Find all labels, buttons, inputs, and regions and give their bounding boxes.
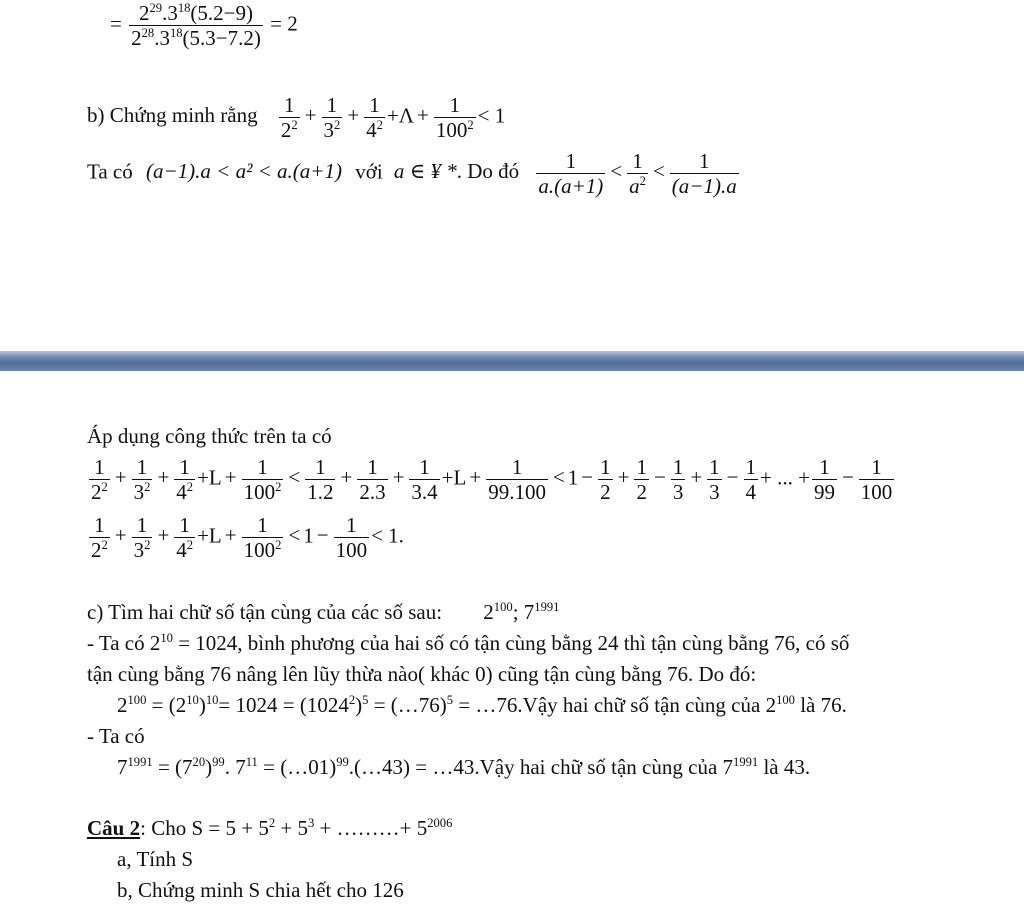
fraction: $\frac{1}{4^2}$ <box>366 93 383 143</box>
top-result: = 2 <box>270 11 298 36</box>
cau-2-heading: Câu 2: Cho $S = 5 + 5^2 + 5^3$ + ………+ $5^{2006}$ <box>87 816 453 840</box>
top-fraction-numerator: $2^{29}.3^{18}(5.2-9)$ <box>138 1 253 25</box>
part-c-title: c) Tìm hai chữ số tận cùng của các số sau: $2^{100}$; $7^{1991}$ <box>87 600 560 624</box>
fraction: $\frac{1}{a.(a+1)}$ <box>538 149 604 199</box>
fraction: $\frac{1}{1.2}$ <box>307 455 334 505</box>
part-c-line-2: tận cùng bằng 76 nâng lên lũy thừa nào( khác 0) cũng tận cùng bằng 76. Do đó: <box>87 662 757 686</box>
fraction: $\frac{1}{3}$ <box>672 455 684 505</box>
fraction: $\frac{1}{3^2}$ <box>323 93 341 143</box>
part-c-line-3: $2^{100} = (2^{10})^{10}= 1024 = (1024^2)^5$ = (…76)$^5$ = …76.Vậy hai chữ số tận cùng của $2^{100}$ là 76. <box>117 693 847 717</box>
fraction: $\frac{1}{100}$ <box>860 455 893 505</box>
fraction: $\frac{1}{100^2}$ <box>243 455 282 505</box>
apply-heading: Áp dụng công thức trên ta có <box>87 424 332 448</box>
fraction: $\frac{1}{4^2}$ <box>176 513 194 563</box>
cau-2-part-b: b, Chứng minh S chia hết cho 126 <box>117 878 404 902</box>
part-b-statement: b) Chứng minh rằng $\frac{1}{2^2}$ + $\frac{1}{3^2}$ + $\frac{1}{4^2}$ +Λ + $\frac{1}{100^2}$ < 1 <box>87 93 506 143</box>
part-c-line-5: $7^{1991} = (7^{20})^{99}$. $7^{11}$ = (…01)$^{99}$.(…43) = …43.Vậy hai chữ số tận cùng của $7^{1991}$ là 43. <box>117 755 811 779</box>
fraction: $\frac{1}{100^2}$ <box>243 513 282 563</box>
fraction: $\frac{1}{4^2}$ <box>176 455 194 505</box>
fraction: $\frac{1}{2}$ <box>636 455 647 505</box>
fraction: $\frac{1}{(a-1).a}$ <box>671 149 737 199</box>
fraction: $\frac{1}{2^2}$ <box>91 455 108 505</box>
inequality: (a−1).a < a² < a.(a+1) <box>146 159 342 184</box>
apply-row-2: $\frac{1}{2^2}$ + $\frac{1}{3^2}$ + $\frac{1}{4^2}$ +L + $\frac{1}{100^2}$ < 1 − $\frac{1}{100}$ < 1. <box>91 513 404 563</box>
part-c-numbers: $2^{100}$; $7^{1991}$ <box>483 600 560 624</box>
fraction: $\frac{1}{3.4}$ <box>411 455 438 505</box>
fraction: $\frac{1}{2}$ <box>600 455 611 505</box>
part-c-line-1: - Ta có $2^{10} = 1024$, bình phương của hai số có tận cùng bằng 24 thì tận cùng bằng 76, có số <box>87 631 850 655</box>
natural-set: a ∈ ¥ * <box>393 159 457 184</box>
top-fraction-denominator: $2^{28}.3^{18}(5.3-7.2)$ <box>131 26 261 51</box>
cau-2-part-a: a, Tính S <box>117 847 194 871</box>
fraction: $\frac{1}{2^2}$ <box>91 513 108 563</box>
fraction: $\frac{1}{99}$ <box>813 455 835 505</box>
equals-sign: = <box>110 11 122 36</box>
fraction: $\frac{1}{100^2}$ <box>435 93 474 143</box>
apply-row-1: $\frac{1}{2^2}$ + $\frac{1}{3^2}$ + $\frac{1}{4^2}$ +L + $\frac{1}{100^2}$ < $\frac{1}{1.2}$ + $\frac{1}{2.3}$ + $\frac{1}{3.4}$ +L + $\frac{1}{99.100}$ < 1 − $\frac{1}{2}$ + $\frac{1}{2}$ − $\frac{1}{3}$ + $\frac{1}{3}$ − $\frac{1}{4}$ + ... + $\frac{1}{99}$ − $\frac{1}{100}$ <box>91 455 893 505</box>
fraction: $\frac{1}{a^2}$ <box>629 149 646 199</box>
lambda-symbol: +Λ <box>386 103 415 128</box>
fraction: $\frac{1}{100}$ <box>335 513 368 563</box>
fraction: $\frac{1}{4}$ <box>745 455 756 505</box>
part-b-label: b) Chứng minh rằng <box>87 103 258 128</box>
fraction: $\frac{1}{2^2}$ <box>280 93 298 143</box>
page-break-divider <box>0 351 1024 371</box>
fraction: $\frac{1}{3}$ <box>709 455 720 505</box>
part-c-line-4: - Ta có <box>87 724 145 748</box>
fraction: $\frac{1}{99.100}$ <box>488 455 546 505</box>
fraction: $\frac{1}{3^2}$ <box>133 455 151 505</box>
top-equation <box>110 2 298 49</box>
fraction: $\frac{1}{2.3}$ <box>359 455 386 505</box>
top-fraction <box>129 2 263 49</box>
cau-2-label: Câu 2 <box>87 816 141 840</box>
part-b-line2: Ta có (a−1).a < a² < a.(a+1) với a ∈ ¥ *. Do đó $\frac{1}{a.(a+1)}$ < $\frac{1}{a^2}$ < $\frac{1}{(a-1).a}$ <box>87 149 737 199</box>
fraction: $\frac{1}{3^2}$ <box>133 513 151 563</box>
